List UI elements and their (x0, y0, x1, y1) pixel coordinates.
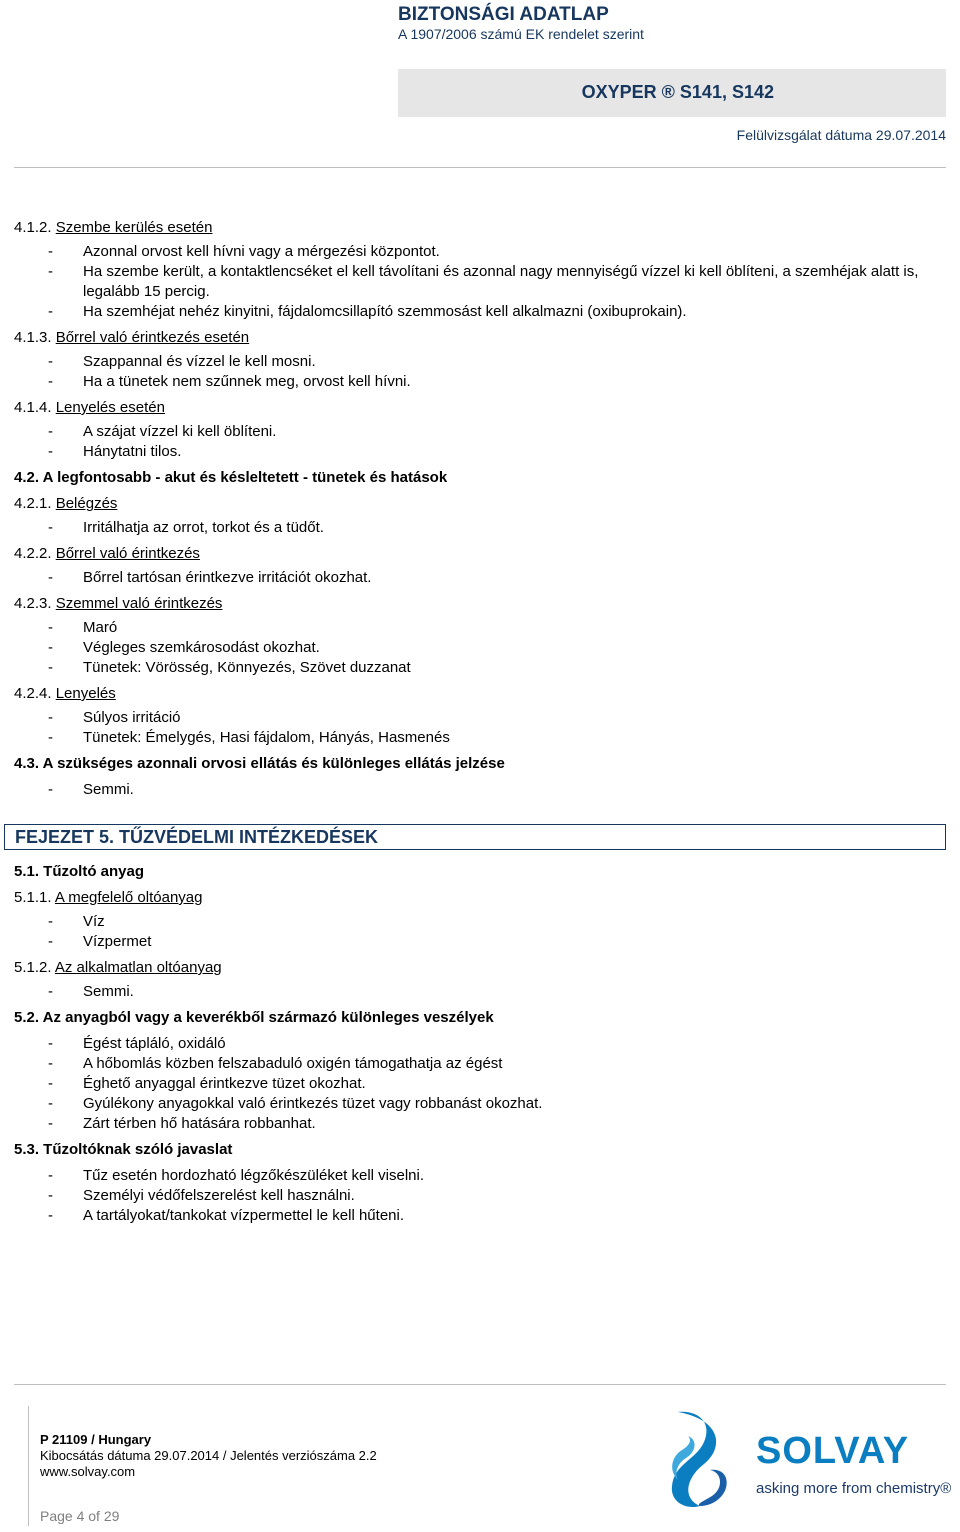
section-4-1-2 (14, 218, 946, 238)
footer-version: Kibocsátás dátuma 29.07.2014 / Jelentés verziószáma 2.2 (40, 1448, 377, 1463)
section-4-2-heading: 4.2. A legfontosabb - akut és késleltetett - tünetek és hatások (14, 469, 448, 486)
section-label: Bőrrel való érintkezés esetén (55, 329, 250, 346)
list-item: - A hőbomlás közben felszabaduló oxigén támogathatja az égést (48, 1054, 946, 1074)
list-item: - Tünetek: Émelygés, Hasi fájdalom, Hányás, Hasmenés (48, 728, 946, 748)
list-item: - Súlyos irritáció (48, 708, 946, 728)
list-item: - Zárt térben hő hatására robbanhat. (48, 1114, 946, 1134)
bullet-list (14, 708, 946, 748)
section-4-2-4 (14, 684, 946, 704)
list-item: - Égést tápláló, oxidáló (48, 1034, 946, 1054)
bullet-list (14, 352, 946, 392)
section-label: Szembe kerülés esetén (55, 219, 213, 236)
section-label: A megfelelő oltóanyag (54, 889, 203, 906)
list-item: - Ha szembe került, a kontaktlencséket el kell távolítani és azonnal nagy mennyiségű vízzel ki kell öblíteni, a szemhéjak alatt is, legalább 15 percig. (48, 262, 946, 302)
list-item: - Hánytatni tilos. (48, 442, 946, 462)
section-4-2-3 (14, 594, 946, 614)
bullet-list (14, 912, 946, 952)
page-number: Page 4 of 29 (40, 1508, 120, 1524)
list-item: - Gyúlékony anyagokkal való érintkezés tüzet vagy robbanást okozhat. (48, 1094, 946, 1114)
list-item: - Semmi. (48, 780, 946, 800)
section-label: Belégzés (55, 495, 118, 512)
list-item: - Tünetek: Vörösség, Könnyezés, Szövet duzzanat (48, 658, 946, 678)
bullet-list (14, 780, 946, 800)
bullet-list (14, 518, 946, 538)
list-item: - Semmi. (48, 982, 946, 1002)
logo-wordmark: SOLVAY (756, 1430, 910, 1472)
bullet-list (14, 1034, 946, 1134)
product-name: OXYPER ® S141, S142 (581, 82, 774, 102)
section-number: 4.1.4. (14, 399, 56, 416)
chapter-5-heading: FEJEZET 5. TŰZVÉDELMI INTÉZKEDÉSEK (4, 824, 946, 850)
document-body (14, 218, 946, 1228)
section-number: 4.2.2. (14, 545, 56, 562)
section-5-1-heading: 5.1. Tűzoltó anyag (14, 863, 145, 880)
section-label: Bőrrel való érintkezés (55, 545, 200, 562)
list-item: - Személyi védőfelszerelést kell használni. (48, 1186, 946, 1206)
list-item: - Vízpermet (48, 932, 946, 952)
section-4-1-3 (14, 328, 946, 348)
section-number: 5.1.1. (14, 889, 55, 906)
footer-website[interactable]: www.solvay.com (40, 1464, 136, 1479)
list-item: - Azonnal orvost kell hívni vagy a mérgezési központot. (48, 242, 946, 262)
section-label: Lenyelés (55, 685, 116, 702)
list-item: - Ha a tünetek nem szűnnek meg, orvost kell hívni. (48, 372, 946, 392)
section-number: 5.1.2. (14, 959, 55, 976)
list-item: - A tartályokat/tankokat vízpermettel le kell hűteni. (48, 1206, 946, 1226)
footer-divider (14, 1384, 946, 1385)
list-item: - Irritálhatja az orrot, torkot és a tüdőt. (48, 518, 946, 538)
footer-vertical-rule (28, 1406, 29, 1526)
list-item: - Szappannal és vízzel le kell mosni. (48, 352, 946, 372)
list-item: - Bőrrel tartósan érintkezve irritációt okozhat. (48, 568, 946, 588)
document-title: BIZTONSÁGI ADATLAP (398, 4, 609, 25)
bullet-list (14, 422, 946, 462)
list-item: - Maró (48, 618, 946, 638)
list-item: - Éghető anyaggal érintkezve tüzet okozhat. (48, 1074, 946, 1094)
section-number: 4.2.1. (14, 495, 56, 512)
revision-date: Felülvizsgálat dátuma 29.07.2014 (736, 127, 946, 143)
section-number: 4.1.3. (14, 329, 56, 346)
document-subtitle: A 1907/2006 számú EK rendelet szerint (398, 26, 644, 42)
list-item: - A szájat vízzel ki kell öblíteni. (48, 422, 946, 442)
bullet-list (14, 618, 946, 678)
bullet-list (14, 568, 946, 588)
section-label: Szemmel való érintkezés (55, 595, 223, 612)
section-label: Lenyelés esetén (55, 399, 165, 416)
bullet-list (14, 1166, 946, 1226)
list-item: - Ha szemhéjat nehéz kinyitni, fájdalomcsillapító szemmosást kell alkalmazni (oxibuprokain). (48, 302, 946, 322)
list-item: - Tűz esetén hordozható légzőkészüléket kell viselni. (48, 1166, 946, 1186)
section-5-2-heading: 5.2. Az anyagból vagy a keverékből származó különleges veszélyek (14, 1009, 494, 1026)
section-4-3-heading: 4.3. A szükséges azonnali orvosi ellátás és különleges ellátás jelzése (14, 755, 505, 772)
list-item: - Végleges szemkárosodást okozhat. (48, 638, 946, 658)
header-divider (14, 167, 946, 168)
logo-tagline: asking more from chemistry® (756, 1480, 952, 1497)
section-5-1-1 (14, 888, 946, 908)
section-5-3-heading: 5.3. Tűzoltóknak szóló javaslat (14, 1141, 233, 1158)
bullet-list (14, 982, 946, 1002)
section-4-2-2 (14, 544, 946, 564)
section-4-1-4 (14, 398, 946, 418)
footer-document-code: P 21109 / Hungary (40, 1432, 152, 1447)
section-5-1-2 (14, 958, 946, 978)
section-number: 4.2.4. (14, 685, 56, 702)
section-label: Az alkalmatlan oltóanyag (54, 959, 222, 976)
list-item: - Víz (48, 912, 946, 932)
section-4-2-1 (14, 494, 946, 514)
section-number: 4.2.3. (14, 595, 56, 612)
section-number: 4.1.2. (14, 219, 56, 236)
bullet-list (14, 242, 946, 322)
